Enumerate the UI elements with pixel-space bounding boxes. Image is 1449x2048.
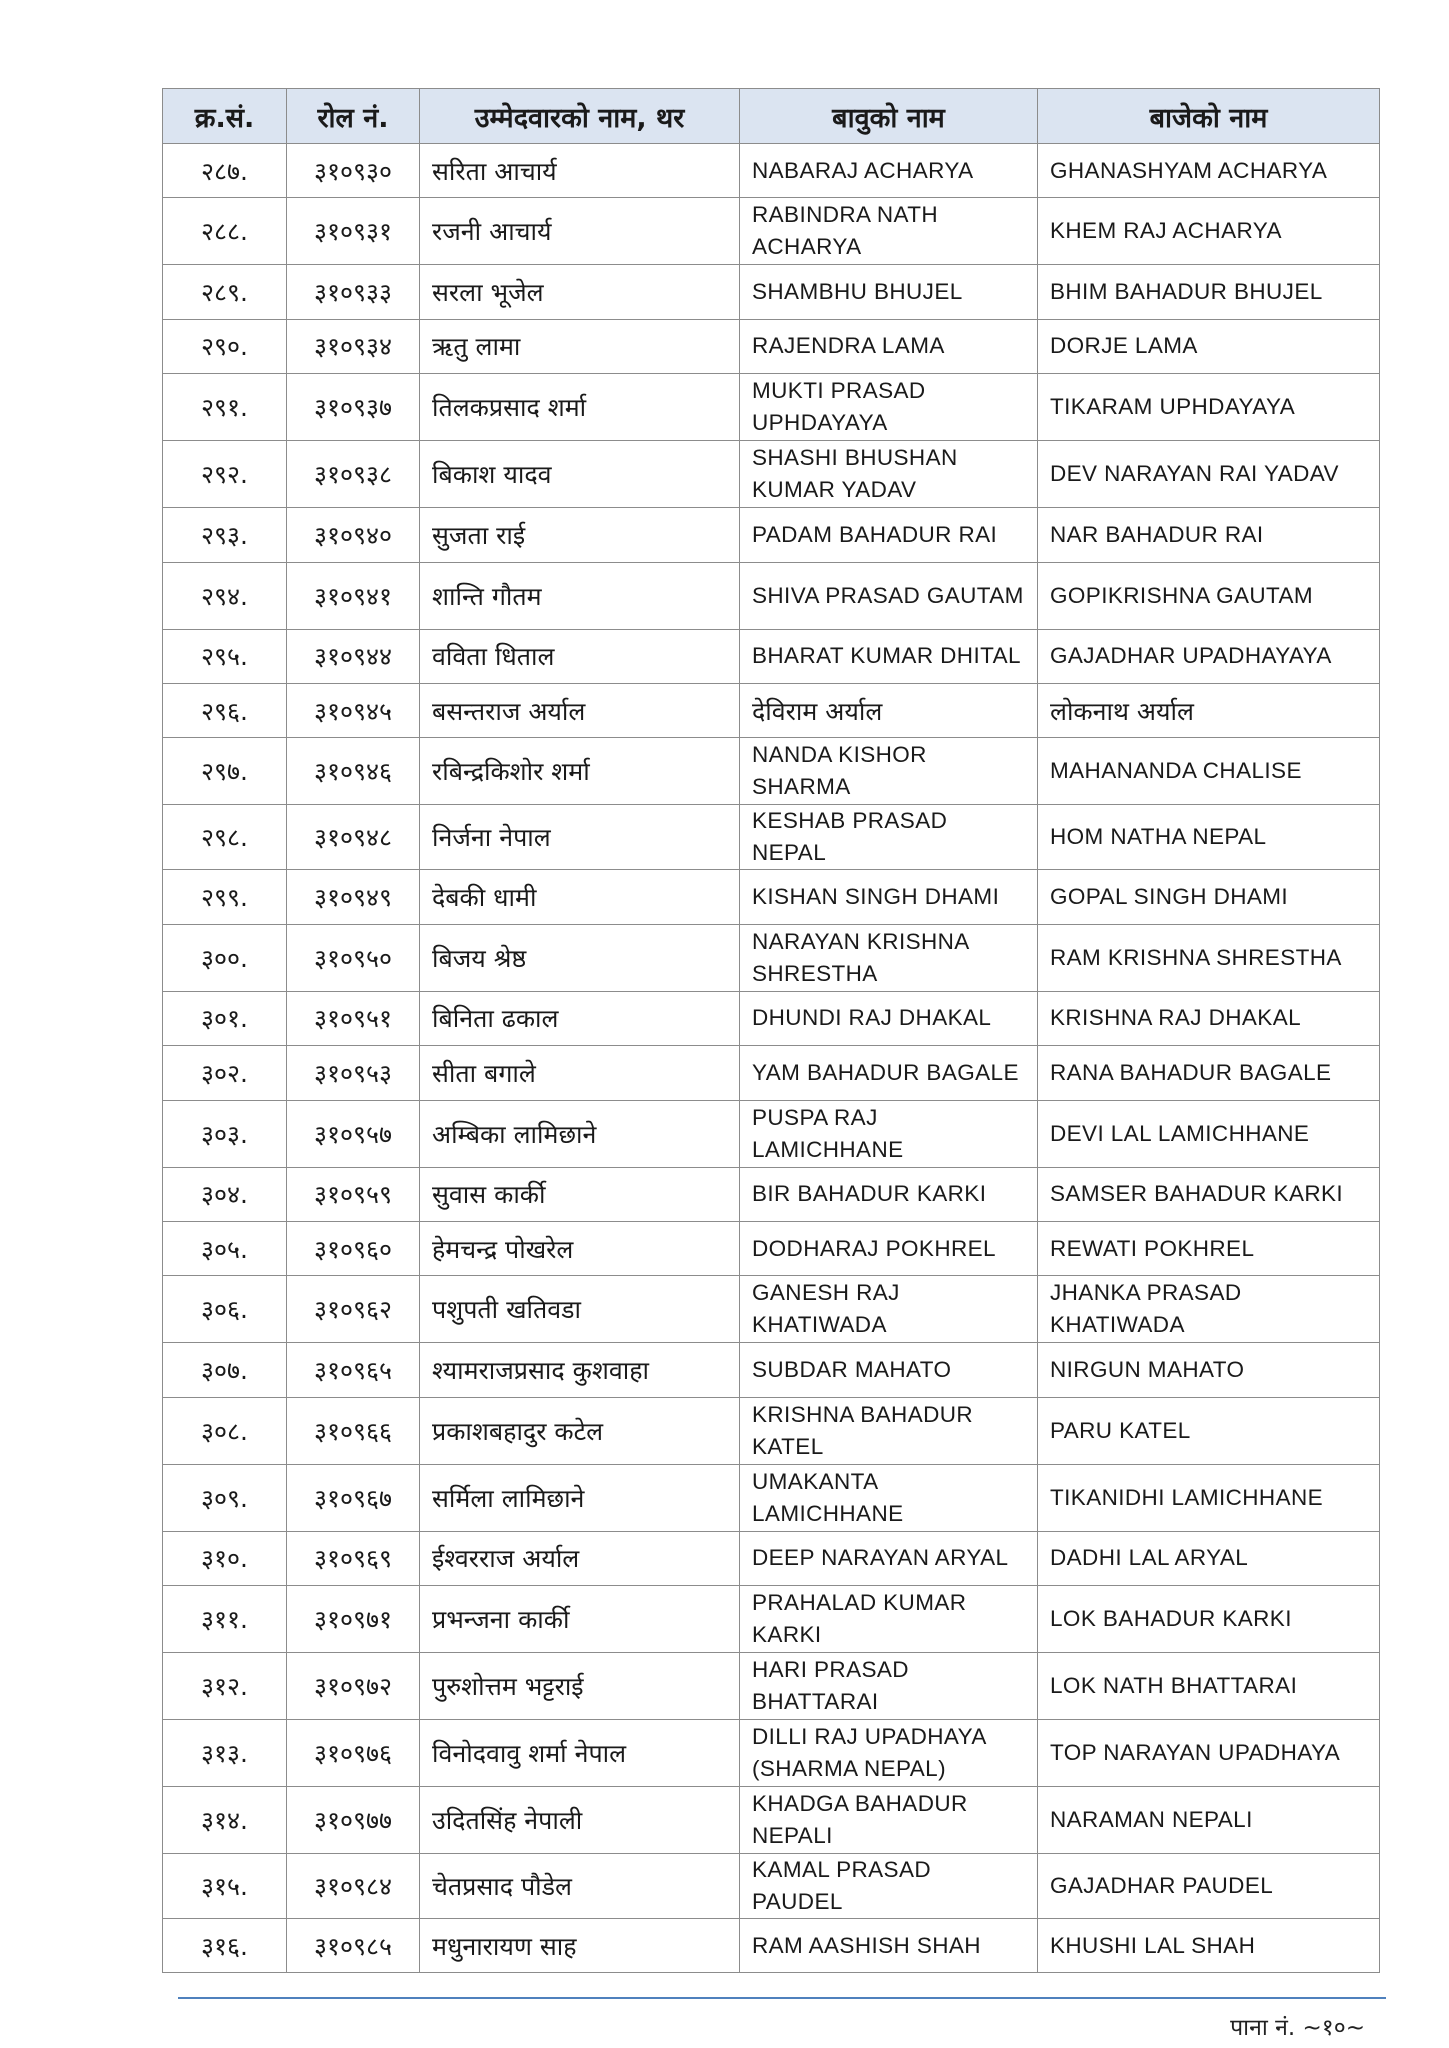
roll-number-cell: ३१०९५३ xyxy=(287,1046,420,1100)
table-row xyxy=(163,991,1380,1045)
header-father-name: बावुको नाम xyxy=(740,89,1038,144)
roll-number-cell: ३१०९३७ xyxy=(287,374,420,441)
grandfather-name-cell: TIKARAM UPHDAYAYA xyxy=(1038,374,1380,441)
candidate-name-cell: मधुनारायण साह xyxy=(420,1919,740,1973)
candidate-name-cell: चेतप्रसाद पौडेल xyxy=(420,1854,740,1919)
table-row xyxy=(163,1221,1380,1275)
grandfather-name-cell: DEVI LAL LAMICHHANE xyxy=(1038,1100,1380,1167)
father-name-cell: DILLI RAJ UPADHAYA (SHARMA NEPAL) xyxy=(740,1720,1038,1787)
father-name-cell: देविराम अर्याल xyxy=(740,683,1038,737)
serial-number-cell: ३०५. xyxy=(163,1221,287,1275)
candidate-name-cell: विनोदवावु शर्मा नेपाल xyxy=(420,1720,740,1787)
table-row xyxy=(163,870,1380,924)
candidate-name-cell: बिजय श्रेष्ठ xyxy=(420,924,740,991)
grandfather-name-cell: TOP NARAYAN UPADHAYA xyxy=(1038,1720,1380,1787)
serial-number-cell: ३१०. xyxy=(163,1531,287,1585)
candidate-name-cell: उदितसिंह नेपाली xyxy=(420,1787,740,1854)
candidate-name-cell: प्रभन्जना कार्की xyxy=(420,1586,740,1653)
table-body xyxy=(163,144,1380,1973)
roll-number-cell: ३१०९३१ xyxy=(287,198,420,265)
candidate-name-cell: हेमचन्द्र पोखरेल xyxy=(420,1221,740,1275)
grandfather-name-cell: GHANASHYAM ACHARYA xyxy=(1038,144,1380,198)
roll-number-cell: ३१०९५७ xyxy=(287,1100,420,1167)
father-name-cell: MUKTI PRASAD UPHDAYAYA xyxy=(740,374,1038,441)
table-row xyxy=(163,1586,1380,1653)
table-row xyxy=(163,1100,1380,1167)
grandfather-name-cell: RAM KRISHNA SHRESTHA xyxy=(1038,924,1380,991)
grandfather-name-cell: NARAMAN NEPALI xyxy=(1038,1787,1380,1854)
candidate-name-cell: बिनिता ढकाल xyxy=(420,991,740,1045)
page-number: पाना नं. ~१०~ xyxy=(1230,2015,1365,2041)
table-header xyxy=(163,89,1380,144)
table-row xyxy=(163,1464,1380,1531)
serial-number-cell: २९८. xyxy=(163,805,287,870)
candidate-name-cell: देबकी धामी xyxy=(420,870,740,924)
father-name-cell: UMAKANTA LAMICHHANE xyxy=(740,1464,1038,1531)
footer-rule xyxy=(178,1997,1386,1999)
table-row xyxy=(163,738,1380,805)
father-name-cell: BIR BAHADUR KARKI xyxy=(740,1167,1038,1221)
roll-number-cell: ३१०९३० xyxy=(287,144,420,198)
roll-number-cell: ३१०९७१ xyxy=(287,1586,420,1653)
father-name-cell: RAJENDRA LAMA xyxy=(740,319,1038,373)
candidate-name-cell: सरिता आचार्य xyxy=(420,144,740,198)
header-grandfather-name: बाजेको नाम xyxy=(1038,89,1380,144)
serial-number-cell: ३१६. xyxy=(163,1919,287,1973)
grandfather-name-cell: GOPAL SINGH DHAMI xyxy=(1038,870,1380,924)
serial-number-cell: ३०१. xyxy=(163,991,287,1045)
roll-number-cell: ३१०९४१ xyxy=(287,562,420,629)
table-row xyxy=(163,265,1380,319)
table-row xyxy=(163,805,1380,870)
candidate-name-cell: अम्बिका लामिछाने xyxy=(420,1100,740,1167)
father-name-cell: DODHARAJ POKHREL xyxy=(740,1221,1038,1275)
serial-number-cell: २८८. xyxy=(163,198,287,265)
table-row xyxy=(163,144,1380,198)
candidate-name-cell: रजनी आचार्य xyxy=(420,198,740,265)
header-row xyxy=(163,89,1380,144)
grandfather-name-cell: HOM NATHA NEPAL xyxy=(1038,805,1380,870)
table-row xyxy=(163,1531,1380,1585)
serial-number-cell: २९७. xyxy=(163,738,287,805)
table-row xyxy=(163,1167,1380,1221)
serial-number-cell: ३१३. xyxy=(163,1720,287,1787)
table-row xyxy=(163,1397,1380,1464)
candidate-name-cell: पुरुशोत्तम भट्टराई xyxy=(420,1653,740,1720)
father-name-cell: PADAM BAHADUR RAI xyxy=(740,508,1038,562)
serial-number-cell: ३०२. xyxy=(163,1046,287,1100)
roll-number-cell: ३१०९४५ xyxy=(287,683,420,737)
roll-number-cell: ३१०९७२ xyxy=(287,1653,420,1720)
father-name-cell: PRAHALAD KUMAR KARKI xyxy=(740,1586,1038,1653)
table-row xyxy=(163,1720,1380,1787)
serial-number-cell: २८९. xyxy=(163,265,287,319)
header-serial-number: क्र.सं. xyxy=(163,89,287,144)
candidate-name-cell: ईश्वरराज अर्याल xyxy=(420,1531,740,1585)
father-name-cell: NANDA KISHOR SHARMA xyxy=(740,738,1038,805)
candidate-name-cell: पशुपती खतिवडा xyxy=(420,1276,740,1343)
table-row xyxy=(163,319,1380,373)
grandfather-name-cell: लोकनाथ अर्याल xyxy=(1038,683,1380,737)
father-name-cell: BHARAT KUMAR DHITAL xyxy=(740,629,1038,683)
grandfather-name-cell: REWATI POKHREL xyxy=(1038,1221,1380,1275)
serial-number-cell: ३०७. xyxy=(163,1343,287,1397)
table-row xyxy=(163,683,1380,737)
roll-number-cell: ३१०९६५ xyxy=(287,1343,420,1397)
father-name-cell: NARAYAN KRISHNA SHRESTHA xyxy=(740,924,1038,991)
candidate-name-cell: सुवास कार्की xyxy=(420,1167,740,1221)
candidate-name-cell: तिलकप्रसाद शर्मा xyxy=(420,374,740,441)
serial-number-cell: ३११. xyxy=(163,1586,287,1653)
serial-number-cell: ३१२. xyxy=(163,1653,287,1720)
header-candidate-name: उम्मेदवारको नाम, थर xyxy=(420,89,740,144)
father-name-cell: DHUNDI RAJ DHAKAL xyxy=(740,991,1038,1045)
roll-number-cell: ३१०९४८ xyxy=(287,805,420,870)
father-name-cell: SHAMBHU BHUJEL xyxy=(740,265,1038,319)
candidate-name-cell: रबिन्द्रकिशोर शर्मा xyxy=(420,738,740,805)
father-name-cell: KAMAL PRASAD PAUDEL xyxy=(740,1854,1038,1919)
father-name-cell: SHASHI BHUSHAN KUMAR YADAV xyxy=(740,441,1038,508)
roll-number-cell: ३१०९४६ xyxy=(287,738,420,805)
father-name-cell: DEEP NARAYAN ARYAL xyxy=(740,1531,1038,1585)
roll-number-cell: ३१०९६९ xyxy=(287,1531,420,1585)
serial-number-cell: २९५. xyxy=(163,629,287,683)
grandfather-name-cell: LOK BAHADUR KARKI xyxy=(1038,1586,1380,1653)
candidate-name-cell: वविता धिताल xyxy=(420,629,740,683)
father-name-cell: HARI PRASAD BHATTARAI xyxy=(740,1653,1038,1720)
table-row xyxy=(163,374,1380,441)
table-row xyxy=(163,1343,1380,1397)
grandfather-name-cell: KHUSHI LAL SHAH xyxy=(1038,1919,1380,1973)
serial-number-cell: २९०. xyxy=(163,319,287,373)
serial-number-cell: ३१४. xyxy=(163,1787,287,1854)
roll-number-cell: ३१०९५० xyxy=(287,924,420,991)
serial-number-cell: ३०९. xyxy=(163,1464,287,1531)
father-name-cell: SUBDAR MAHATO xyxy=(740,1343,1038,1397)
roll-number-cell: ३१०९३४ xyxy=(287,319,420,373)
father-name-cell: YAM BAHADUR BAGALE xyxy=(740,1046,1038,1100)
serial-number-cell: २९२. xyxy=(163,441,287,508)
table-row xyxy=(163,1787,1380,1854)
serial-number-cell: २९९. xyxy=(163,870,287,924)
serial-number-cell: २९३. xyxy=(163,508,287,562)
candidate-name-cell: सर्मिला लामिछाने xyxy=(420,1464,740,1531)
father-name-cell: NABARAJ ACHARYA xyxy=(740,144,1038,198)
roll-number-cell: ३१०९४९ xyxy=(287,870,420,924)
serial-number-cell: २९१. xyxy=(163,374,287,441)
father-name-cell: KRISHNA BAHADUR KATEL xyxy=(740,1397,1038,1464)
grandfather-name-cell: RANA BAHADUR BAGALE xyxy=(1038,1046,1380,1100)
serial-number-cell: २९६. xyxy=(163,683,287,737)
roll-number-cell: ३१०९५९ xyxy=(287,1167,420,1221)
father-name-cell: PUSPA RAJ LAMICHHANE xyxy=(740,1100,1038,1167)
grandfather-name-cell: TIKANIDHI LAMICHHANE xyxy=(1038,1464,1380,1531)
grandfather-name-cell: GOPIKRISHNA GAUTAM xyxy=(1038,562,1380,629)
candidate-name-cell: निर्जना नेपाल xyxy=(420,805,740,870)
roll-number-cell: ३१०९३३ xyxy=(287,265,420,319)
roll-number-cell: ३१०९५१ xyxy=(287,991,420,1045)
roll-number-cell: ३१०९६७ xyxy=(287,1464,420,1531)
roll-number-cell: ३१०९४४ xyxy=(287,629,420,683)
grandfather-name-cell: NAR BAHADUR RAI xyxy=(1038,508,1380,562)
serial-number-cell: २८७. xyxy=(163,144,287,198)
table-row xyxy=(163,1919,1380,1973)
table-row xyxy=(163,629,1380,683)
serial-number-cell: ३०८. xyxy=(163,1397,287,1464)
candidate-table xyxy=(162,88,1380,1973)
candidate-name-cell: सीता बगाले xyxy=(420,1046,740,1100)
grandfather-name-cell: GAJADHAR PAUDEL xyxy=(1038,1854,1380,1919)
candidate-name-cell: ऋतु लामा xyxy=(420,319,740,373)
table-row xyxy=(163,508,1380,562)
father-name-cell: RABINDRA NATH ACHARYA xyxy=(740,198,1038,265)
grandfather-name-cell: BHIM BAHADUR BHUJEL xyxy=(1038,265,1380,319)
roll-number-cell: ३१०९७७ xyxy=(287,1787,420,1854)
candidate-name-cell: प्रकाशबहादुर कटेल xyxy=(420,1397,740,1464)
candidate-name-cell: बिकाश यादव xyxy=(420,441,740,508)
grandfather-name-cell: JHANKA PRASAD KHATIWADA xyxy=(1038,1276,1380,1343)
table-row xyxy=(163,441,1380,508)
father-name-cell: SHIVA PRASAD GAUTAM xyxy=(740,562,1038,629)
grandfather-name-cell: GAJADHAR UPADHAYAYA xyxy=(1038,629,1380,683)
candidate-name-cell: सुजता राई xyxy=(420,508,740,562)
roll-number-cell: ३१०९६२ xyxy=(287,1276,420,1343)
roll-number-cell: ३१०९३८ xyxy=(287,441,420,508)
grandfather-name-cell: MAHANANDA CHALISE xyxy=(1038,738,1380,805)
table-row xyxy=(163,1854,1380,1919)
father-name-cell: KHADGA BAHADUR NEPALI xyxy=(740,1787,1038,1854)
candidate-name-cell: बसन्तराज अर्याल xyxy=(420,683,740,737)
serial-number-cell: ३०४. xyxy=(163,1167,287,1221)
table-row xyxy=(163,1046,1380,1100)
roll-number-cell: ३१०९८४ xyxy=(287,1854,420,1919)
father-name-cell: RAM AASHISH SHAH xyxy=(740,1919,1038,1973)
table-row xyxy=(163,1653,1380,1720)
serial-number-cell: २९४. xyxy=(163,562,287,629)
roll-number-cell: ३१०९८५ xyxy=(287,1919,420,1973)
grandfather-name-cell: DEV NARAYAN RAI YADAV xyxy=(1038,441,1380,508)
candidate-name-cell: शान्ति गौतम xyxy=(420,562,740,629)
grandfather-name-cell: KHEM RAJ ACHARYA xyxy=(1038,198,1380,265)
grandfather-name-cell: LOK NATH BHATTARAI xyxy=(1038,1653,1380,1720)
table-row xyxy=(163,562,1380,629)
serial-number-cell: ३०३. xyxy=(163,1100,287,1167)
grandfather-name-cell: SAMSER BAHADUR KARKI xyxy=(1038,1167,1380,1221)
father-name-cell: GANESH RAJ KHATIWADA xyxy=(740,1276,1038,1343)
father-name-cell: KESHAB PRASAD NEPAL xyxy=(740,805,1038,870)
serial-number-cell: ३१५. xyxy=(163,1854,287,1919)
table-row xyxy=(163,924,1380,991)
candidate-name-cell: सरला भूजेल xyxy=(420,265,740,319)
grandfather-name-cell: KRISHNA RAJ DHAKAL xyxy=(1038,991,1380,1045)
grandfather-name-cell: DORJE LAMA xyxy=(1038,319,1380,373)
grandfather-name-cell: NIRGUN MAHATO xyxy=(1038,1343,1380,1397)
grandfather-name-cell: PARU KATEL xyxy=(1038,1397,1380,1464)
roll-number-cell: ३१०९६० xyxy=(287,1221,420,1275)
table-row xyxy=(163,198,1380,265)
serial-number-cell: ३००. xyxy=(163,924,287,991)
header-roll-number: रोल नं. xyxy=(287,89,420,144)
father-name-cell: KISHAN SINGH DHAMI xyxy=(740,870,1038,924)
grandfather-name-cell: DADHI LAL ARYAL xyxy=(1038,1531,1380,1585)
candidate-name-cell: श्यामराजप्रसाद कुशवाहा xyxy=(420,1343,740,1397)
serial-number-cell: ३०६. xyxy=(163,1276,287,1343)
roll-number-cell: ३१०९६६ xyxy=(287,1397,420,1464)
table-row xyxy=(163,1276,1380,1343)
roll-number-cell: ३१०९७६ xyxy=(287,1720,420,1787)
roll-number-cell: ३१०९४० xyxy=(287,508,420,562)
